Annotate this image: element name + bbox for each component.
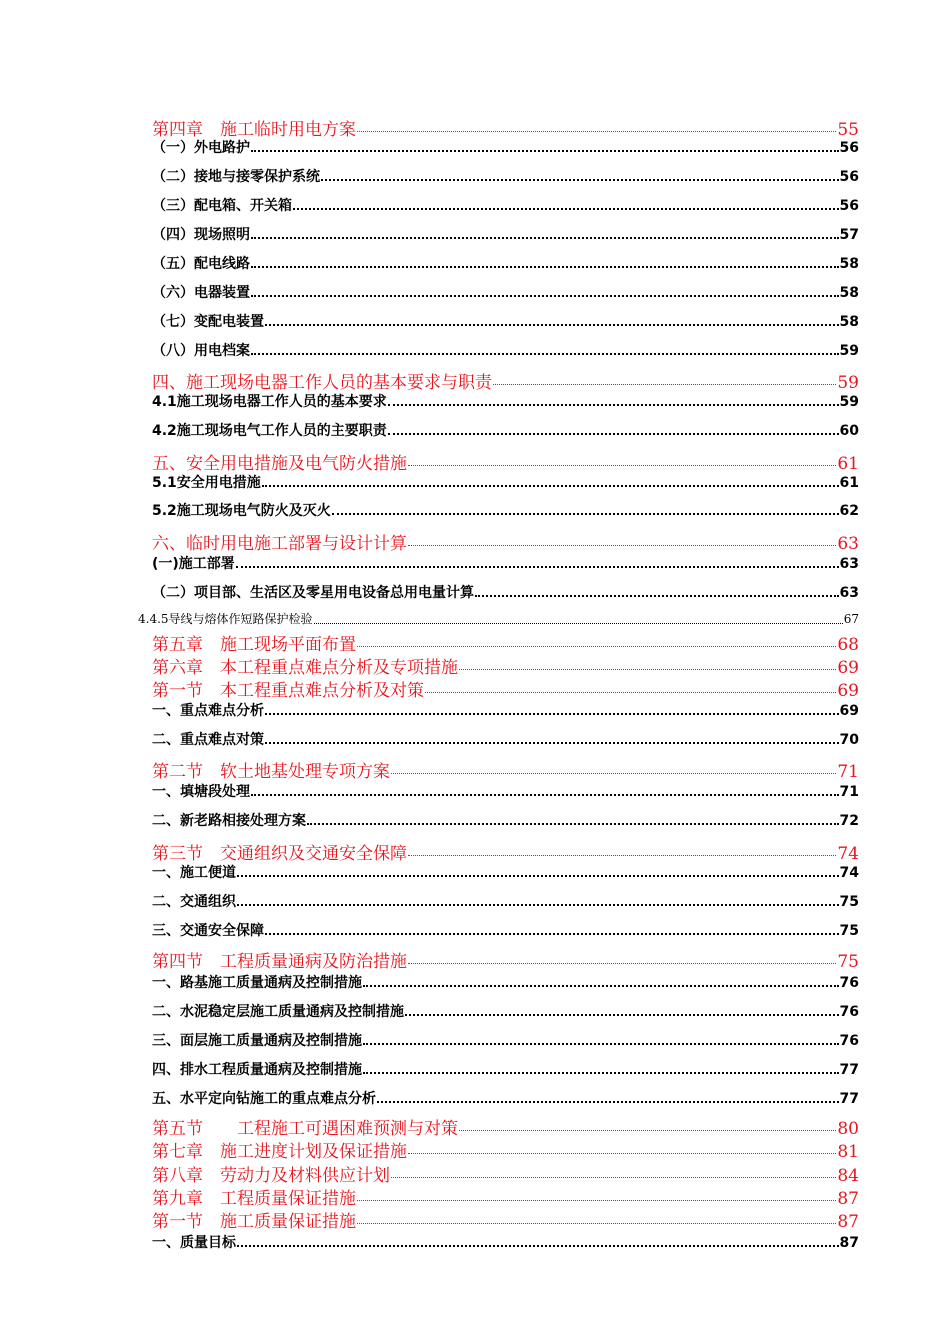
toc-entry-page-number: 74 bbox=[839, 865, 859, 881]
toc-entry[interactable] bbox=[152, 195, 859, 215]
toc-entry[interactable] bbox=[152, 700, 859, 720]
toc-dot-leader bbox=[405, 1013, 839, 1016]
toc-entry-title: 一、施工便道 bbox=[152, 865, 236, 881]
toc-entry[interactable] bbox=[152, 757, 859, 782]
toc-entry-title: 第五章 施工现场平面布置 bbox=[152, 635, 356, 655]
toc-dot-leader bbox=[321, 178, 839, 181]
toc-entry-title: 第九章 工程质量保证措施 bbox=[152, 1189, 356, 1209]
toc-entry-page-number: 87 bbox=[839, 1235, 859, 1251]
toc-entry[interactable] bbox=[152, 947, 859, 972]
toc-entry-title: 六、临时用电施工部署与设计计算 bbox=[152, 534, 407, 554]
toc-entry-title: 第四章 施工临时用电方案 bbox=[152, 120, 356, 140]
toc-entry-title: 五、水平定向钻施工的重点难点分析 bbox=[152, 1091, 376, 1107]
toc-entry-title: （四）现场照明 bbox=[152, 227, 250, 243]
toc-dot-leader bbox=[388, 403, 839, 406]
toc-entry[interactable] bbox=[152, 224, 859, 244]
toc-entry-page-number: 72 bbox=[839, 813, 859, 829]
toc-entry-page-number: 76 bbox=[839, 975, 859, 991]
toc-entry-title: 第二节 软土地基处理专项方案 bbox=[152, 762, 390, 782]
toc-entry-title: 三、面层施工质量通病及控制措施 bbox=[152, 1033, 362, 1049]
toc-entry[interactable] bbox=[152, 115, 859, 140]
toc-entry-title: 四、排水工程质量通病及控制措施 bbox=[152, 1062, 362, 1078]
toc-entry-page-number: 74 bbox=[837, 844, 859, 864]
toc-entry-page-number: 81 bbox=[837, 1142, 859, 1162]
toc-entry-title: 二、水泥稳定层施工质量通病及控制措施 bbox=[152, 1004, 404, 1020]
toc-entry-title: （七）变配电装置 bbox=[152, 314, 264, 330]
toc-dot-leader bbox=[363, 984, 839, 987]
toc-entry-page-number: 75 bbox=[839, 894, 859, 910]
toc-entry-title: （二）项目部、生活区及零星用电设备总用电量计算 bbox=[152, 585, 474, 601]
toc-dot-leader bbox=[408, 1152, 836, 1154]
toc-dot-leader bbox=[265, 712, 839, 715]
toc-entry[interactable] bbox=[152, 1030, 859, 1050]
toc-dot-leader bbox=[265, 741, 839, 744]
toc-dot-leader bbox=[307, 822, 839, 825]
toc-entry-page-number: 63 bbox=[839, 556, 859, 572]
toc-entry-page-number: 71 bbox=[839, 784, 859, 800]
toc-entry[interactable] bbox=[152, 449, 859, 474]
toc-entry[interactable] bbox=[152, 582, 859, 602]
toc-entry-title: 三、交通安全保障 bbox=[152, 923, 264, 939]
toc-entry-title: 第四节 工程质量通病及防治措施 bbox=[152, 952, 407, 972]
toc-dot-leader bbox=[475, 594, 839, 597]
toc-entry-title: 四、施工现场电器工作人员的基本要求与职责 bbox=[152, 373, 492, 393]
toc-entry-title: 第六章 本工程重点难点分析及专项措施 bbox=[152, 658, 458, 678]
toc-entry-title: 第八章 劳动力及材料供应计划 bbox=[152, 1166, 390, 1186]
toc-dot-leader bbox=[332, 512, 839, 515]
toc-entry-title: 一、质量目标 bbox=[152, 1235, 236, 1251]
toc-dot-leader bbox=[237, 1244, 839, 1247]
toc-dot-leader bbox=[357, 645, 836, 647]
toc-entry[interactable] bbox=[152, 839, 859, 864]
toc-entry-title: 第三节 交通组织及交通安全保障 bbox=[152, 844, 407, 864]
toc-entry-page-number: 69 bbox=[839, 703, 859, 719]
toc-entry-page-number: 69 bbox=[837, 658, 859, 678]
toc-entry-title: 5.2施工现场电气防火及灭火 bbox=[152, 503, 331, 519]
toc-entry[interactable] bbox=[152, 1137, 859, 1162]
toc-entry-title: 第一节 本工程重点难点分析及对策 bbox=[152, 681, 424, 701]
toc-entry-page-number: 56 bbox=[839, 140, 859, 156]
toc-entry-page-number: 56 bbox=[839, 169, 859, 185]
toc-entry-title: （三）配电箱、开关箱 bbox=[152, 198, 292, 214]
toc-entry[interactable] bbox=[152, 1114, 859, 1139]
toc-entry[interactable] bbox=[152, 500, 859, 520]
toc-entry[interactable] bbox=[152, 282, 859, 302]
toc-entry-page-number: 58 bbox=[839, 256, 859, 272]
toc-entry[interactable] bbox=[152, 1161, 859, 1186]
toc-dot-leader bbox=[357, 1199, 836, 1201]
toc-entry[interactable] bbox=[152, 810, 859, 830]
toc-dot-leader bbox=[251, 294, 839, 297]
toc-entry-page-number: 59 bbox=[837, 373, 859, 393]
toc-entry[interactable] bbox=[152, 391, 859, 411]
toc-dot-leader bbox=[425, 691, 836, 693]
toc-entry-title: （一）外电路护 bbox=[152, 140, 250, 156]
toc-entry-page-number: 56 bbox=[839, 198, 859, 214]
toc-entry-title: 一、重点难点分析 bbox=[152, 703, 264, 719]
toc-entry-page-number: 61 bbox=[837, 454, 859, 474]
toc-entry-title: 一、填塘段处理 bbox=[152, 784, 250, 800]
toc-entry-title: 二、交通组织 bbox=[152, 894, 236, 910]
toc-entry-title: 第七章 施工进度计划及保证措施 bbox=[152, 1142, 407, 1162]
toc-entry[interactable] bbox=[152, 653, 859, 678]
toc-entry[interactable] bbox=[138, 610, 859, 628]
toc-entry-page-number: 75 bbox=[839, 923, 859, 939]
toc-entry-title: 第一节 施工质量保证措施 bbox=[152, 1212, 356, 1232]
toc-dot-leader bbox=[237, 903, 839, 906]
toc-entry[interactable] bbox=[152, 630, 859, 655]
toc-dot-leader bbox=[377, 1100, 839, 1103]
toc-entry-title: （八）用电档案 bbox=[152, 343, 250, 359]
toc-dot-leader bbox=[391, 1176, 836, 1178]
toc-entry-page-number: 58 bbox=[839, 314, 859, 330]
toc-entry-title: 五、安全用电措施及电气防火措施 bbox=[152, 454, 407, 474]
toc-dot-leader bbox=[251, 793, 839, 796]
toc-entry-page-number: 59 bbox=[839, 394, 859, 410]
toc-dot-leader bbox=[314, 622, 843, 624]
toc-dot-leader bbox=[251, 236, 839, 239]
toc-entry[interactable] bbox=[152, 1184, 859, 1209]
toc-dot-leader bbox=[237, 874, 839, 877]
toc-entry[interactable] bbox=[152, 1232, 859, 1252]
toc-entry-page-number: 58 bbox=[839, 285, 859, 301]
toc-dot-leader bbox=[363, 1071, 839, 1074]
toc-entry-page-number: 68 bbox=[837, 635, 859, 655]
toc-dot-leader bbox=[408, 464, 836, 466]
toc-entry[interactable] bbox=[152, 420, 859, 440]
toc-dot-leader bbox=[236, 565, 839, 568]
toc-entry-title: 一、路基施工质量通病及控制措施 bbox=[152, 975, 362, 991]
toc-entry-page-number: 70 bbox=[839, 732, 859, 748]
toc-entry[interactable] bbox=[152, 1207, 859, 1232]
toc-entry-page-number: 57 bbox=[839, 227, 859, 243]
toc-entry-page-number: 60 bbox=[839, 423, 859, 439]
toc-entry-title: （五）配电线路 bbox=[152, 256, 250, 272]
toc-entry[interactable] bbox=[152, 553, 859, 573]
toc-entry[interactable] bbox=[152, 1001, 859, 1021]
toc-entry[interactable] bbox=[152, 1059, 859, 1079]
toc-entry-page-number: 63 bbox=[837, 534, 859, 554]
toc-entry[interactable] bbox=[152, 340, 859, 360]
toc-entry-page-number: 87 bbox=[837, 1212, 859, 1232]
toc-entry-title: 二、重点难点对策 bbox=[152, 732, 264, 748]
toc-dot-leader bbox=[293, 207, 839, 210]
toc-dot-leader bbox=[391, 772, 836, 774]
toc-entry[interactable] bbox=[152, 368, 859, 393]
toc-dot-leader bbox=[388, 432, 839, 435]
toc-dot-leader bbox=[408, 544, 836, 546]
toc-entry-page-number: 77 bbox=[839, 1062, 859, 1078]
toc-entry-page-number: 84 bbox=[837, 1166, 859, 1186]
toc-entry[interactable] bbox=[152, 529, 859, 554]
toc-entry[interactable] bbox=[152, 729, 859, 749]
toc-entry-page-number: 55 bbox=[837, 120, 859, 140]
toc-entry-title: （二）接地与接零保护系统 bbox=[152, 169, 320, 185]
toc-entry-page-number: 71 bbox=[837, 762, 859, 782]
toc-dot-leader bbox=[408, 854, 836, 856]
toc-entry-page-number: 69 bbox=[837, 681, 859, 701]
toc-entry-page-number: 76 bbox=[839, 1004, 859, 1020]
toc-entry-page-number: 76 bbox=[839, 1033, 859, 1049]
toc-dot-leader bbox=[262, 484, 839, 487]
toc-entry-title: 4.1施工现场电器工作人员的基本要求 bbox=[152, 394, 387, 410]
toc-entry-title: 4.4.5导线与熔体作短路保护检验 bbox=[138, 612, 313, 626]
toc-entry-page-number: 61 bbox=[839, 475, 859, 491]
toc-dot-leader bbox=[459, 1129, 836, 1131]
toc-dot-leader bbox=[251, 265, 839, 268]
toc-dot-leader bbox=[265, 932, 839, 935]
toc-entry-page-number: 75 bbox=[837, 952, 859, 972]
toc-entry-title: （六）电器装置 bbox=[152, 285, 250, 301]
toc-entry-page-number: 59 bbox=[839, 343, 859, 359]
toc-dot-leader bbox=[265, 323, 839, 326]
toc-entry-page-number: 80 bbox=[837, 1119, 859, 1139]
toc-dot-leader bbox=[357, 130, 836, 132]
toc-entry[interactable] bbox=[152, 253, 859, 273]
toc-entry-page-number: 63 bbox=[839, 585, 859, 601]
toc-entry-title: 5.1安全用电措施 bbox=[152, 475, 261, 491]
toc-dot-leader bbox=[408, 962, 836, 964]
toc-dot-leader bbox=[459, 668, 836, 670]
toc-entry-page-number: 62 bbox=[839, 503, 859, 519]
toc-entry[interactable] bbox=[152, 972, 859, 992]
toc-entry-page-number: 87 bbox=[837, 1189, 859, 1209]
toc-entry[interactable] bbox=[152, 1088, 859, 1108]
toc-entry[interactable] bbox=[152, 862, 859, 882]
toc-entry[interactable] bbox=[152, 920, 859, 940]
toc-dot-leader bbox=[493, 383, 836, 385]
toc-entry-title: (一)施工部署 bbox=[152, 556, 235, 572]
toc-entry[interactable] bbox=[152, 472, 859, 492]
toc-entry[interactable] bbox=[152, 137, 859, 157]
toc-dot-leader bbox=[363, 1042, 839, 1045]
toc-entry[interactable] bbox=[152, 891, 859, 911]
toc-entry-title: 二、新老路相接处理方案 bbox=[152, 813, 306, 829]
toc-entry-page-number: 77 bbox=[839, 1091, 859, 1107]
toc-entry-page-number: 67 bbox=[843, 612, 859, 626]
toc-entry[interactable] bbox=[152, 311, 859, 331]
toc-entry[interactable] bbox=[152, 781, 859, 801]
toc-entry[interactable] bbox=[152, 676, 859, 701]
toc-entry[interactable] bbox=[152, 166, 859, 186]
toc-dot-leader bbox=[251, 149, 839, 152]
toc-entry-title: 第五节 工程施工可遇困难预测与对策 bbox=[152, 1119, 458, 1139]
toc-entry-title: 4.2施工现场电气工作人员的主要职责 bbox=[152, 423, 387, 439]
toc-dot-leader bbox=[357, 1222, 836, 1224]
toc-dot-leader bbox=[251, 352, 839, 355]
